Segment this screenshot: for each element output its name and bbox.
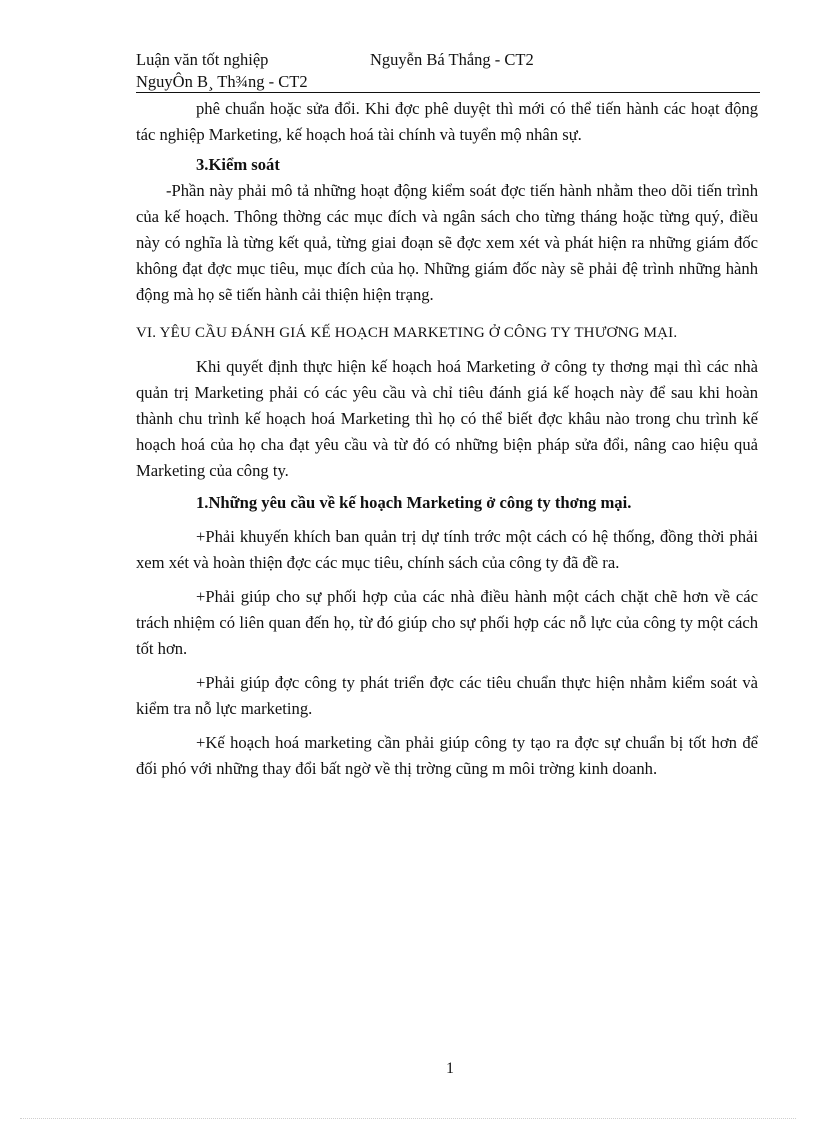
heading-requirements: 1.Những yêu cầu về kế hoạch Marketing ở công ty thơng mại. bbox=[196, 493, 632, 512]
paragraph-req-2: +Phải giúp cho sự phối hợp của các nhà điều hành một cách chặt chẽ hơn về các trách nhiệm có liên quan đến họ, từ đó giúp cho sự phối hợp các nỗ lực của công ty một cách tốt hơn. bbox=[136, 587, 758, 658]
paragraph-req-4: +Kế hoạch hoá marketing cần phải giúp công ty tạo ra đợc sự chuẩn bị tốt hơn để đối phó với những thay đổi bất ngờ về thị trờng cũng m môi trờng kinh doanh. bbox=[136, 733, 758, 778]
page-number: 1 bbox=[446, 1060, 454, 1077]
page-bottom-edge bbox=[20, 1118, 796, 1119]
document-body bbox=[136, 96, 758, 782]
header-divider bbox=[136, 92, 760, 93]
paragraph-evaluation: Khi quyết định thực hiện kế hoạch hoá Marketing ở công ty thơng mại thì các nhà quản trị Marketing phải có các yêu cầu và chỉ tiêu đánh giá kế hoạch này để sau khi hoàn thành chu trình kế hoạch hoá Marketing thì họ có thể biết đợc khâu nào trong chu trình kế hoạch hoá của họ cha đạt yêu cầu và từ đó có những biện pháp sửa đổi, nâng cao hiệu quả Marketing của công ty. bbox=[136, 357, 758, 480]
paragraph-approval: phê chuẩn hoặc sửa đổi. Khi đợc phê duyệt thì mới có thể tiến hành các hoạt động tác nghiệp Marketing, kế hoạch hoá tài chính và tuyển mộ nhân sự. bbox=[136, 99, 758, 144]
header-thesis-label: Luận văn tốt nghiệp bbox=[136, 50, 269, 69]
heading-section-vi: VI. YÊU CẦU ĐÁNH GIÁ KẾ HOẠCH MARKETING Ở CÔNG TY THƯƠNG MẠI. bbox=[136, 325, 678, 341]
paragraph-req-1: +Phải khuyến khích ban quản trị dự tính trớc một cách có hệ thống, đồng thời phải xem xét và hoàn thiện đợc các mục tiêu, chính sách của công ty đã đề ra. bbox=[136, 527, 758, 572]
paragraph-control: -Phần này phải mô tả những hoạt động kiểm soát đợc tiến hành nhằm theo dõi tiến trình của kế hoạch. Thông thờng các mục đích và ngân sách cho từng tháng hoặc từng quý, điều này có nghĩa là từng kết quả, từng giai đoạn sẽ đợc xem xét và phát hiện ra những giám đốc không đạt đợc mục tiêu, mục đích của họ. Những giám đốc này sẽ phải đệ trình những hành động mà họ sẽ tiến hành cải thiện hiện trạng. bbox=[136, 181, 758, 304]
heading-control: 3.Kiểm soát bbox=[196, 155, 280, 174]
header-author: Nguyễn Bá Thắng - CT2 bbox=[370, 50, 534, 69]
header-author-garbled: NguyÔn B¸ Th¾ng - CT2 bbox=[136, 72, 308, 91]
paragraph-req-3: +Phải giúp đợc công ty phát triển đợc các tiêu chuẩn thực hiện nhằm kiểm soát và kiểm tra nỗ lực marketing. bbox=[136, 673, 758, 718]
